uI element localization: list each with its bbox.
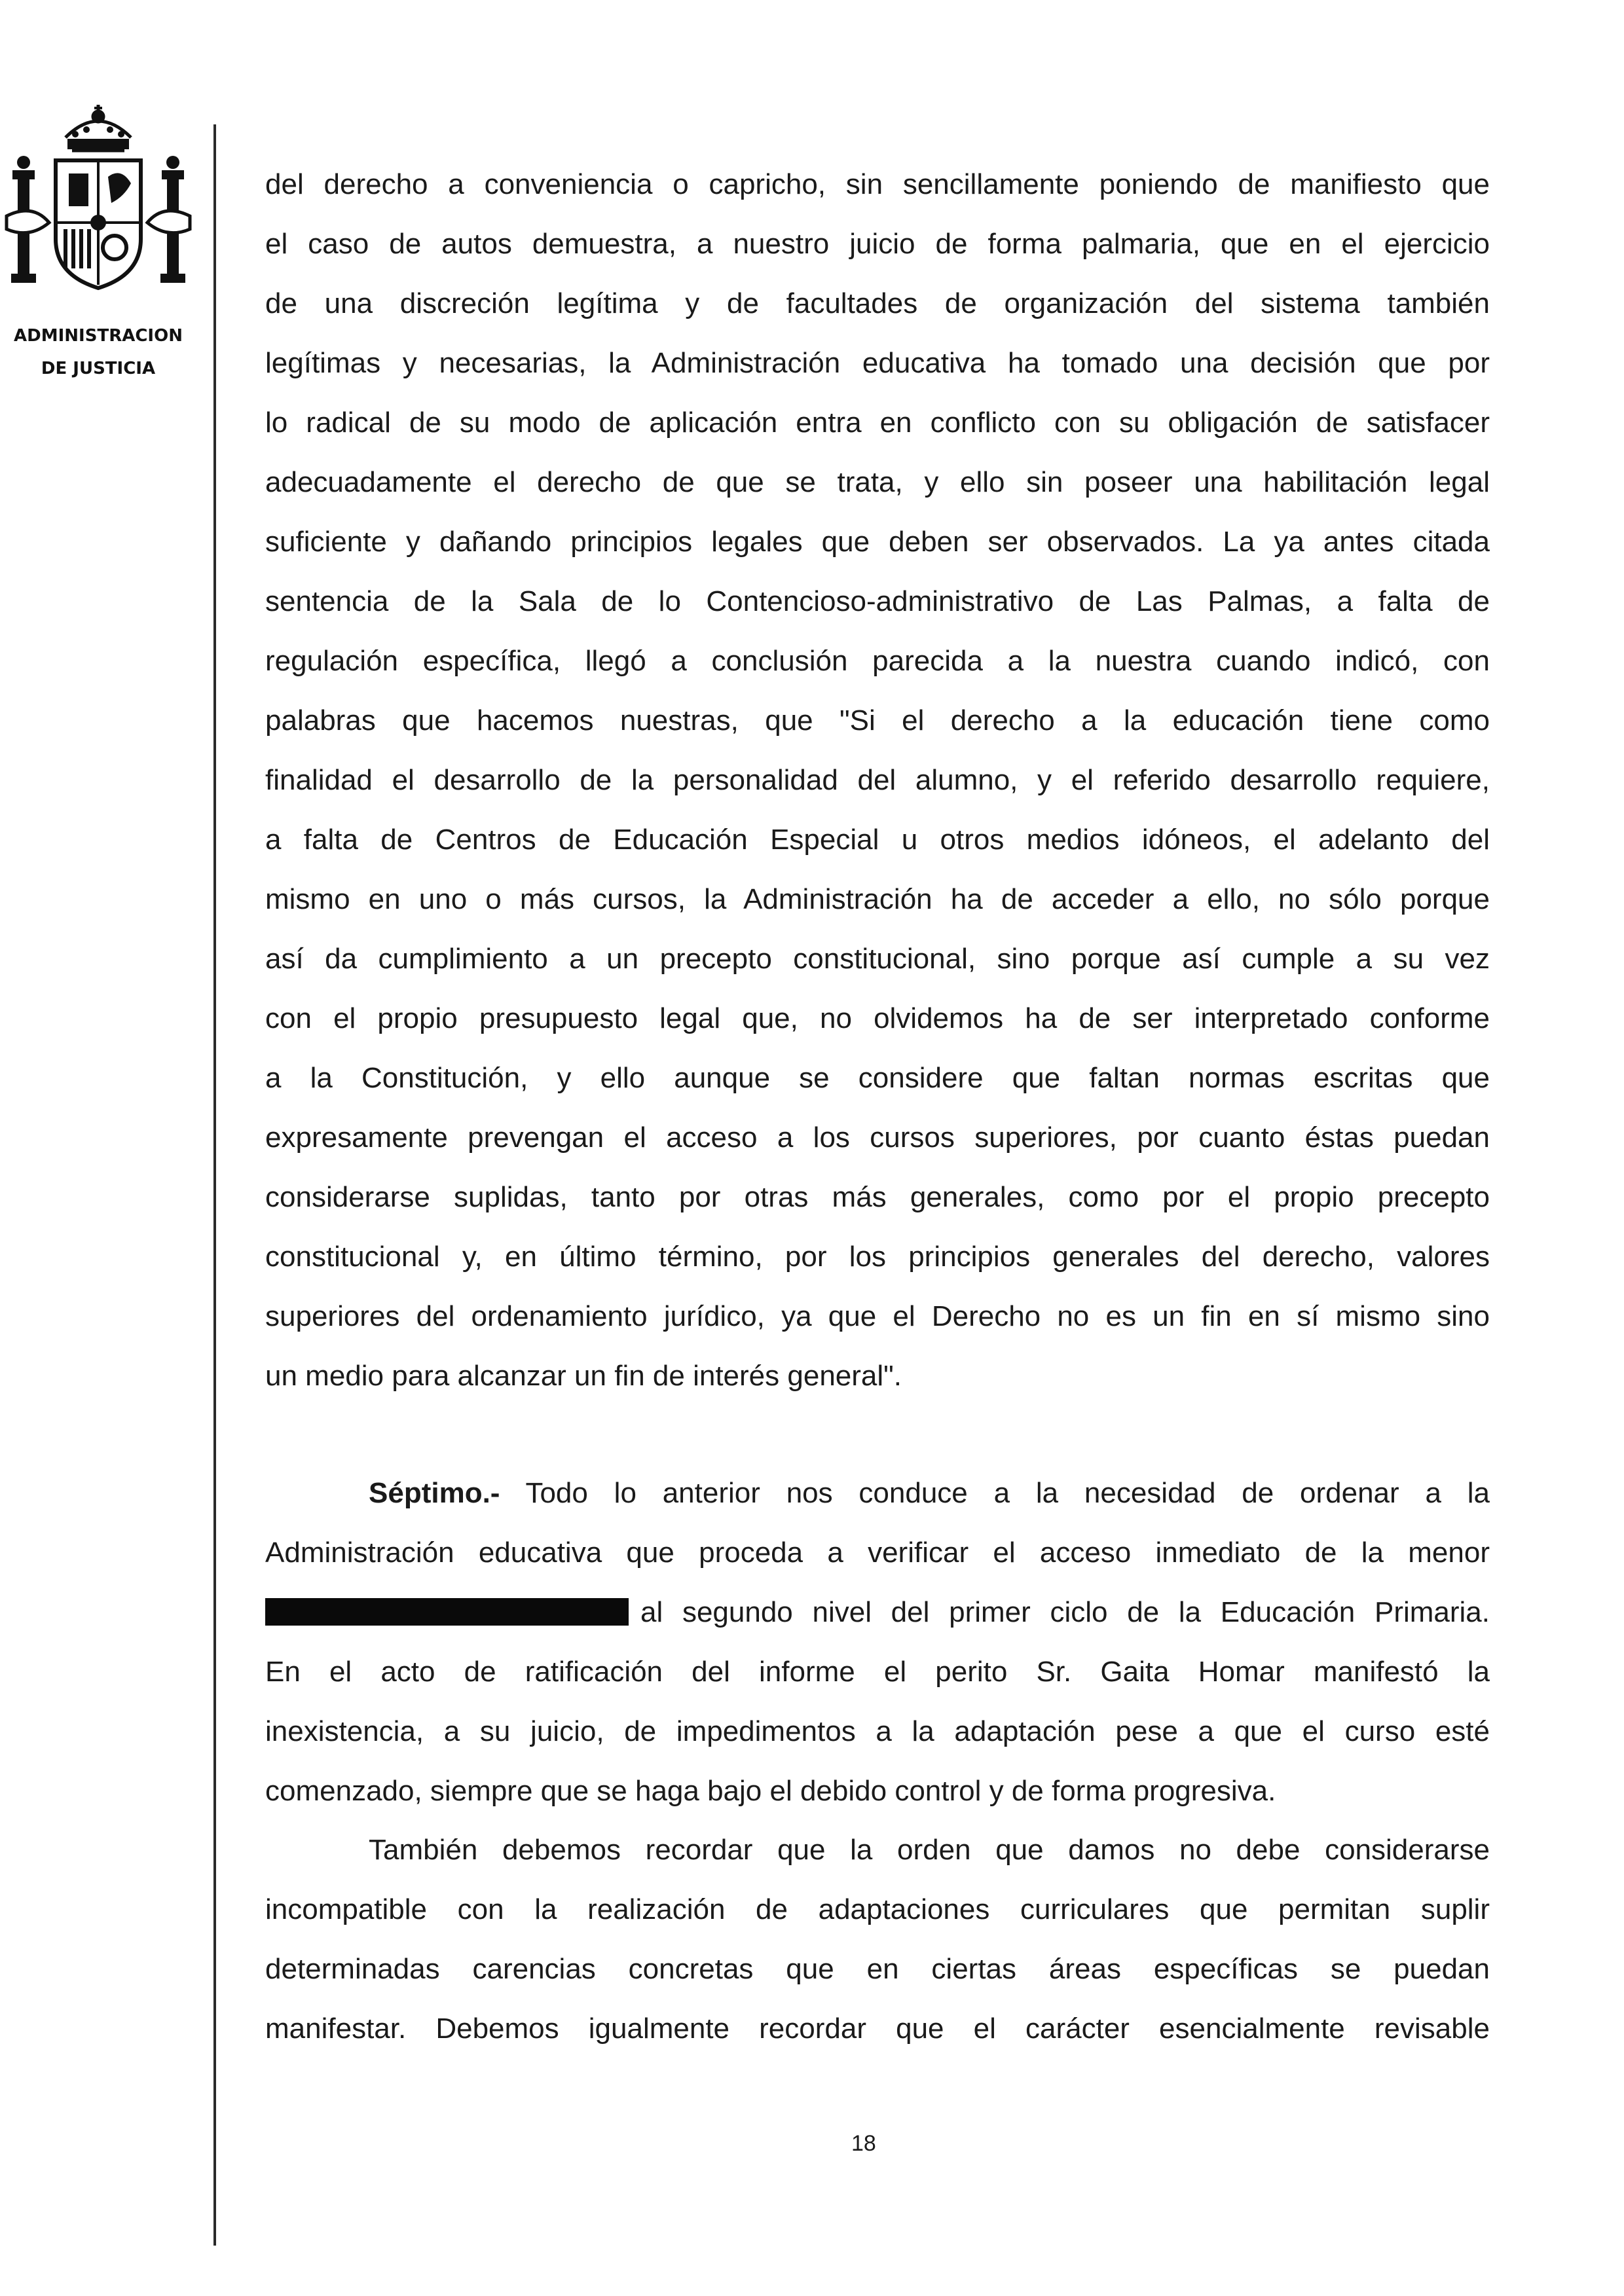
margin-rule bbox=[213, 124, 216, 2246]
text-line: a falta de Centros de Educación Especial u otros medios idóneos, el adelanto del bbox=[265, 824, 1490, 856]
text-line: así da cumplimiento a un precepto constitucional, sino porque así cumple a su vez bbox=[265, 943, 1490, 975]
text-line: un medio para alcanzar un fin de interés general". bbox=[265, 1360, 902, 1392]
text-line: a la Constitución, y ello aunque se considere que faltan normas escritas que bbox=[265, 1062, 1490, 1094]
text-line: con el propio presupuesto legal que, no olvidemos ha de ser interpretado conforme bbox=[265, 1002, 1490, 1034]
text-line: sentencia de la Sala de lo Contencioso-administrativo de Las Palmas, a falta de bbox=[265, 585, 1490, 617]
text-line: En el acto de ratificación del informe el perito Sr. Gaita Homar manifestó la bbox=[265, 1656, 1490, 1688]
paragraph-septimo bbox=[265, 1463, 1490, 1821]
text-line: finalidad el desarrollo de la personalidad del alumno, y el referido desarrollo requiere, bbox=[265, 764, 1490, 796]
text-line: manifestar. Debemos igualmente recordar que el carácter esencialmente revisable bbox=[265, 2013, 1490, 2045]
text-line: constitucional y, en último término, por los principios generales del derecho, valores bbox=[265, 1241, 1490, 1273]
text-line: del derecho a conveniencia o capricho, sin sencillamente poniendo de manifiesto que bbox=[265, 168, 1490, 200]
page-number: 18 bbox=[851, 2131, 876, 2156]
redaction-bar bbox=[265, 1598, 629, 1626]
text-line: palabras que hacemos nuestras, que "Si el derecho a la educación tiene como bbox=[265, 704, 1490, 737]
text-line: de una discreción legítima y de facultades de organización del sistema también bbox=[265, 287, 1490, 319]
text-line: lo radical de su modo de aplicación entra en conflicto con su obligación de satisfacer bbox=[265, 407, 1490, 439]
text-line: expresamente prevengan el acceso a los cursos superiores, por cuanto éstas puedan bbox=[265, 1121, 1490, 1154]
paragraph-tambien bbox=[265, 1820, 1490, 2058]
section-heading: Séptimo.- bbox=[369, 1477, 500, 1509]
text-line: regulación específica, llegó a conclusión parecida a la nuestra cuando indicó, con bbox=[265, 645, 1490, 677]
text-line: considerarse suplidas, tanto por otras más generales, como por el propio precepto bbox=[265, 1181, 1490, 1213]
text-line: inexistencia, a su juicio, de impedimentos a la adaptación pese a que el curso esté bbox=[265, 1715, 1490, 1747]
text-line: determinadas carencias concretas que en ciertas áreas específicas se puedan bbox=[265, 1953, 1490, 1985]
text-line: adecuadamente el derecho de que se trata, y ello sin poseer una habilitación legal bbox=[265, 466, 1490, 498]
text-line: legítimas y necesarias, la Administración educativa ha tomado una decisión que por bbox=[265, 347, 1490, 379]
text-line: Administración educativa que proceda a verificar el acceso inmediato de la menor bbox=[265, 1537, 1490, 1569]
emblem-caption-line1: ADMINISTRACION bbox=[14, 326, 183, 346]
paragraph-continuation bbox=[265, 155, 1490, 1406]
text-line: el caso de autos demuestra, a nuestro juicio de forma palmaria, que en el ejercicio bbox=[265, 228, 1490, 260]
text-line-rest: Todo lo anterior nos conduce a la necesidad de ordenar a la bbox=[500, 1477, 1490, 1509]
text-line-rest: al segundo nivel del primer ciclo de la Educación Primaria. bbox=[640, 1596, 1490, 1628]
emblem-caption-line2: DE JUSTICIA bbox=[41, 359, 156, 378]
text-line: incompatible con la realización de adaptaciones curriculares que permitan suplir bbox=[265, 1893, 1490, 1925]
text-line: También debemos recordar que la orden que damos no debe considerarse bbox=[369, 1834, 1490, 1866]
text-line bbox=[265, 1463, 1490, 1523]
text-line: superiores del ordenamiento jurídico, ya que el Derecho no es un fin en sí mismo sino bbox=[265, 1300, 1490, 1332]
coat-of-arms-icon bbox=[3, 98, 193, 314]
text-line: suficiente y dañando principios legales que deben ser observados. La ya antes citada bbox=[265, 526, 1490, 558]
text-line: mismo en uno o más cursos, la Administración ha de acceder a ello, no sólo porque bbox=[265, 883, 1490, 915]
text-line: comenzado, siempre que se haga bajo el debido control y de forma progresiva. bbox=[265, 1775, 1276, 1807]
text-line bbox=[265, 1582, 1490, 1642]
